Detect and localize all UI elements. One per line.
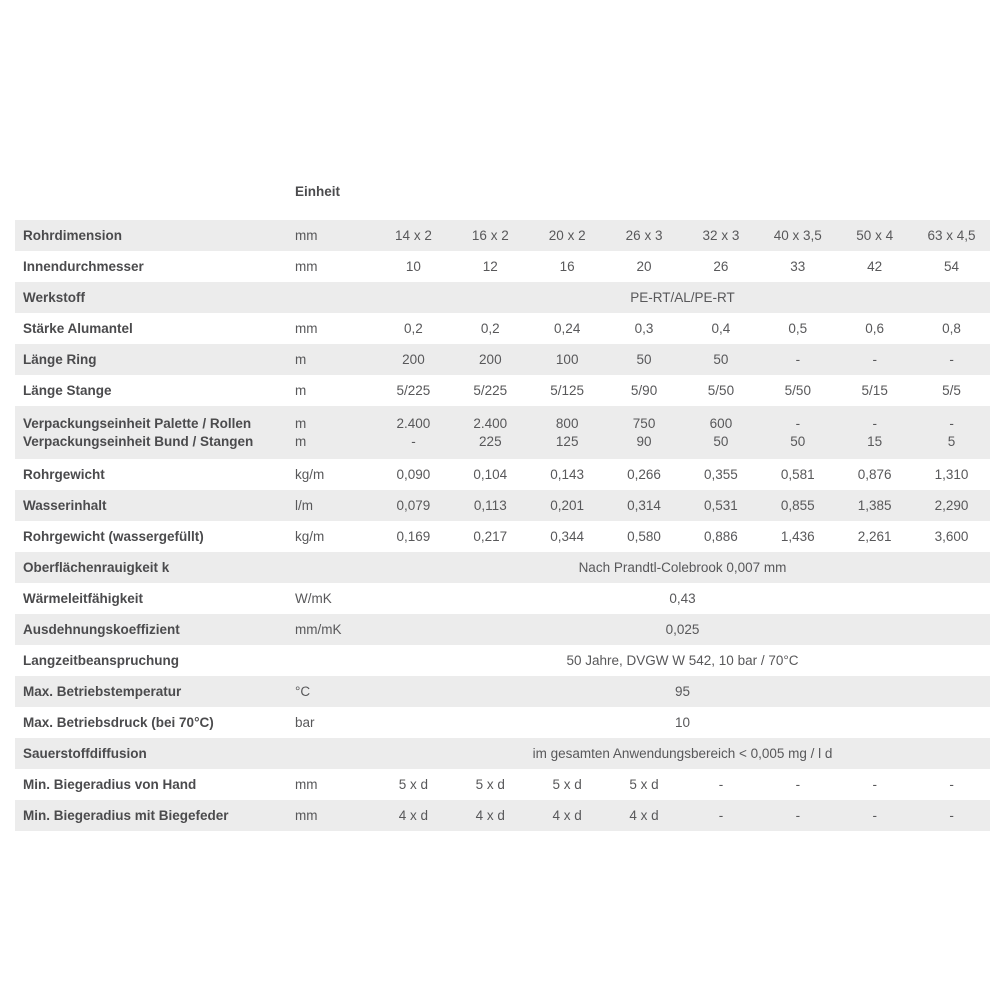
- row-unit: mm: [295, 776, 318, 792]
- value-cell: [375, 415, 452, 451]
- row-unit: mm: [295, 807, 318, 823]
- value-cell: 2,290: [934, 497, 969, 513]
- value-cell: 32 x 3: [702, 227, 740, 243]
- value-cell: 5/90: [630, 382, 658, 398]
- value-cell: -: [872, 807, 877, 823]
- value-cell: 42: [867, 258, 883, 274]
- span-value-cell: im gesamten Anwendungsbereich < 0,005 mg / l d: [532, 745, 833, 761]
- value-cell: 5/5: [942, 382, 961, 398]
- table-row: [15, 220, 990, 251]
- value-cell: 0,855: [780, 497, 815, 513]
- table-header-row: [15, 176, 990, 220]
- span-value-cell: 95: [674, 683, 691, 699]
- row-label: Rohrgewicht: [23, 466, 105, 482]
- value-line: 2.400: [396, 415, 431, 431]
- row-label: Sauerstoffdiffusion: [23, 745, 147, 761]
- row-label: [15, 415, 295, 451]
- value-cell: 5/50: [784, 382, 811, 398]
- span-value-cell: 0,025: [665, 621, 700, 637]
- table-row: [15, 406, 990, 459]
- value-cell: 2,261: [857, 528, 892, 544]
- value-line: 225: [479, 433, 502, 449]
- row-label: Rohrdimension: [23, 227, 123, 243]
- value-line: 750: [632, 415, 656, 431]
- value-cell: 3,600: [934, 528, 969, 544]
- value-cell: 54: [944, 258, 960, 274]
- row-unit-line: m: [295, 415, 307, 431]
- value-cell: 0,531: [704, 497, 738, 513]
- value-line: -: [795, 415, 801, 431]
- value-cell: [683, 415, 760, 451]
- span-value-cell: Nach Prandtl-Colebrook 0,007 mm: [578, 559, 787, 575]
- value-cell: 0,6: [865, 320, 885, 336]
- table-row: [15, 521, 990, 552]
- row-unit: mm/mK: [295, 621, 342, 637]
- row-unit: °C: [295, 683, 311, 699]
- table-row: [15, 800, 990, 831]
- value-cell: 14 x 2: [395, 227, 432, 243]
- value-cell: 5 x d: [398, 776, 429, 792]
- value-line: 125: [555, 433, 579, 449]
- table-row: [15, 375, 990, 406]
- value-cell: 12: [482, 258, 498, 274]
- row-label: Oberflächenrauigkeit k: [23, 559, 170, 575]
- value-line: 15: [867, 433, 883, 449]
- value-cell: 0,876: [857, 466, 892, 482]
- value-cell: 0,5: [788, 320, 808, 336]
- unit-column-header: Einheit: [295, 184, 341, 199]
- value-line: -: [411, 433, 416, 449]
- value-cell: 200: [479, 351, 502, 367]
- value-cell: 20 x 2: [548, 227, 586, 243]
- value-cell: 0,344: [550, 528, 585, 544]
- value-line: 600: [709, 415, 733, 431]
- value-cell: -: [718, 776, 724, 792]
- value-cell: 63 x 4,5: [927, 227, 976, 243]
- row-label: Max. Betriebstemperatur: [23, 683, 182, 699]
- row-unit: mm: [295, 320, 318, 336]
- value-cell: 0,580: [627, 528, 661, 544]
- value-cell: 10: [405, 258, 421, 274]
- row-label-line: Verpackungseinheit Bund / Stangen: [23, 433, 254, 449]
- row-label: Werkstoff: [23, 289, 86, 305]
- row-unit: m: [295, 351, 307, 367]
- value-cell: -: [949, 776, 954, 792]
- row-label: Innendurchmesser: [23, 258, 144, 274]
- value-cell: 0,2: [404, 320, 423, 336]
- value-cell: 0,2: [480, 320, 500, 336]
- table-row: [15, 552, 990, 583]
- value-cell: 5/225: [473, 382, 508, 398]
- value-cell: -: [949, 351, 954, 367]
- value-cell: 0,201: [550, 497, 585, 513]
- value-line: 50: [713, 433, 729, 449]
- table-row: [15, 645, 990, 676]
- value-cell: -: [872, 776, 877, 792]
- value-cell: 1,310: [934, 466, 969, 482]
- row-unit: m: [295, 382, 307, 398]
- table-row: [15, 707, 990, 738]
- value-line: 90: [636, 433, 652, 449]
- span-value-cell: 0,43: [669, 590, 696, 606]
- span-value-cell: 10: [674, 714, 691, 730]
- spec-table-rows: [15, 220, 990, 831]
- value-cell: [836, 415, 913, 451]
- value-cell: -: [949, 807, 954, 823]
- table-row: [15, 459, 990, 490]
- value-cell: 1,385: [857, 497, 892, 513]
- value-cell: [913, 415, 990, 451]
- value-cell: 26: [713, 258, 729, 274]
- value-cell: 40 x 3,5: [773, 227, 822, 243]
- value-cell: 50: [713, 351, 729, 367]
- row-label: Ausdehnungskoeffizient: [23, 621, 180, 637]
- value-cell: 26 x 3: [625, 227, 663, 243]
- table-row: [15, 282, 990, 313]
- table-row: [15, 313, 990, 344]
- value-cell: 0,581: [780, 466, 815, 482]
- value-cell: 0,113: [473, 497, 507, 513]
- row-unit: bar: [295, 714, 315, 730]
- row-unit: W/mK: [295, 590, 332, 606]
- value-cell: -: [718, 807, 724, 823]
- value-cell: 0,266: [627, 466, 661, 482]
- value-line: -: [872, 415, 877, 431]
- value-cell: 5 x d: [475, 776, 505, 792]
- value-cell: 0,8: [942, 320, 961, 336]
- row-unit: l/m: [295, 497, 313, 513]
- spec-table: [15, 176, 990, 831]
- row-label: Min. Biegeradius mit Biegefeder: [23, 807, 229, 823]
- value-cell: 0,090: [396, 466, 431, 482]
- value-cell: 5/50: [707, 382, 735, 398]
- table-row: [15, 738, 990, 769]
- value-cell: 5 x d: [629, 776, 659, 792]
- value-cell: 20: [636, 258, 652, 274]
- value-cell: 0,24: [554, 320, 581, 336]
- span-value-cell: 50 Jahre, DVGW W 542, 10 bar / 70°C: [566, 652, 799, 668]
- value-cell: 4 x d: [398, 807, 429, 823]
- table-row: [15, 344, 990, 375]
- value-cell: -: [795, 351, 801, 367]
- value-cell: 50 x 4: [856, 227, 894, 243]
- row-label: Wärmeleitfähigkeit: [23, 590, 144, 606]
- value-cell: 0,079: [396, 497, 431, 513]
- value-cell: 0,314: [627, 497, 661, 513]
- value-cell: 5 x d: [552, 776, 582, 792]
- span-value-cell: PE-RT/AL/PE-RT: [630, 289, 735, 305]
- value-cell: -: [872, 351, 877, 367]
- row-unit: kg/m: [295, 466, 325, 482]
- value-cell: 0,4: [711, 320, 731, 336]
- value-cell: [529, 415, 606, 451]
- value-cell: 4 x d: [629, 807, 659, 823]
- value-line: 2.400: [473, 415, 508, 431]
- value-cell: 4 x d: [475, 807, 505, 823]
- row-label: Wasserinhalt: [23, 497, 107, 513]
- row-label: Länge Stange: [23, 382, 112, 398]
- table-row: [15, 614, 990, 645]
- table-row: [15, 769, 990, 800]
- row-unit: mm: [295, 258, 318, 274]
- value-cell: [759, 415, 836, 451]
- value-cell: 200: [402, 351, 425, 367]
- value-cell: 5/125: [550, 382, 585, 398]
- value-cell: 0,143: [550, 466, 585, 482]
- table-row: [15, 251, 990, 282]
- value-cell: 0,169: [396, 528, 431, 544]
- value-cell: 5/225: [396, 382, 431, 398]
- table-row: [15, 583, 990, 614]
- value-cell: [606, 415, 683, 451]
- value-cell: 16 x 2: [471, 227, 509, 243]
- row-label: Langzeitbeanspruchung: [23, 652, 180, 668]
- value-cell: 0,217: [473, 528, 508, 544]
- table-row: [15, 676, 990, 707]
- row-unit: [295, 415, 375, 451]
- row-label: Rohrgewicht (wassergefüllt): [23, 528, 204, 544]
- value-line: 800: [555, 415, 579, 431]
- value-cell: 5/15: [861, 382, 888, 398]
- value-cell: 100: [555, 351, 579, 367]
- row-unit-line: m: [295, 433, 307, 449]
- row-unit: kg/m: [295, 528, 325, 544]
- row-label: Länge Ring: [23, 351, 97, 367]
- value-cell: 1,436: [780, 528, 815, 544]
- row-unit: mm: [295, 227, 318, 243]
- value-line: -: [949, 415, 954, 431]
- row-label: Max. Betriebsdruck (bei 70°C): [23, 714, 214, 730]
- value-cell: -: [795, 776, 801, 792]
- row-label: Min. Biegeradius von Hand: [23, 776, 197, 792]
- value-cell: 0,886: [704, 528, 738, 544]
- value-cell: 0,3: [634, 320, 654, 336]
- value-line: 50: [790, 433, 806, 449]
- value-line: 5: [947, 433, 956, 449]
- value-cell: 50: [636, 351, 652, 367]
- value-cell: 4 x d: [552, 807, 582, 823]
- value-cell: -: [795, 807, 801, 823]
- row-label-line: Verpackungseinheit Palette / Rollen: [23, 415, 252, 431]
- value-cell: 0,355: [704, 466, 738, 482]
- value-cell: 0,104: [473, 466, 508, 482]
- row-label: Stärke Alumantel: [23, 320, 133, 336]
- value-cell: [452, 415, 529, 451]
- value-cell: 16: [559, 258, 575, 274]
- value-cell: 33: [790, 258, 806, 274]
- table-row: [15, 490, 990, 521]
